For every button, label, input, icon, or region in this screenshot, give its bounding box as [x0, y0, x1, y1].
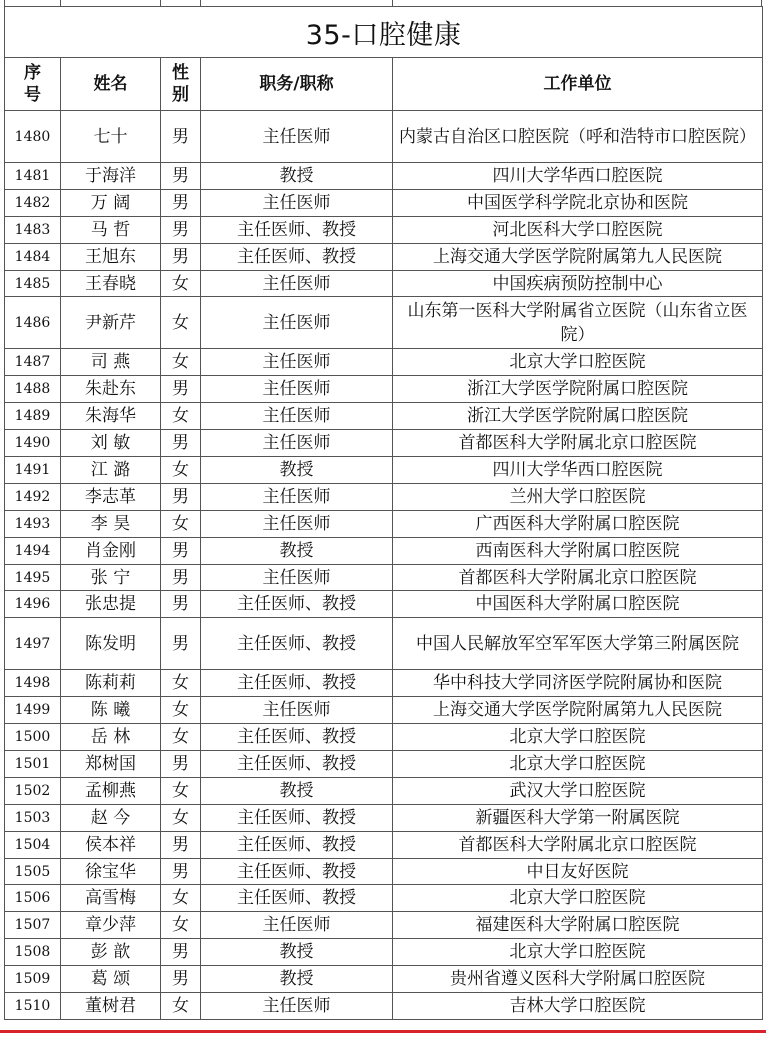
cell-no: 1497 [5, 618, 61, 670]
table-row [5, 858, 763, 885]
table-title: 35-口腔健康 [5, 7, 763, 58]
cell-name: 李 昊 [61, 510, 161, 537]
cell-org: 兰州大学口腔医院 [393, 483, 763, 510]
table-row [5, 564, 763, 591]
cell-gender: 男 [161, 430, 201, 457]
cell-position: 教授 [201, 777, 393, 804]
cell-org: 中国医学科学院北京协和医院 [393, 189, 763, 216]
table-row [5, 349, 763, 376]
table-row [5, 885, 763, 912]
cell-name: 司 燕 [61, 349, 161, 376]
cell-name: 王春晓 [61, 270, 161, 297]
cell-position: 主任医师 [201, 189, 393, 216]
table-row [5, 912, 763, 939]
cell-position: 主任医师 [201, 376, 393, 403]
table-row [5, 189, 763, 216]
cell-gender: 男 [161, 483, 201, 510]
cell-org: 中国疾病预防控制中心 [393, 270, 763, 297]
table-row [5, 243, 763, 270]
cell-gender: 女 [161, 804, 201, 831]
cell-name: 葛 颂 [61, 966, 161, 993]
cell-name: 侯本祥 [61, 831, 161, 858]
cell-gender: 男 [161, 216, 201, 243]
table-body [5, 111, 763, 1020]
document-sheet [4, 0, 762, 1020]
cell-org: 山东第一医科大学附属省立医院（山东省立医院） [393, 297, 763, 349]
cell-gender: 女 [161, 670, 201, 697]
cell-position: 主任医师 [201, 483, 393, 510]
table-row [5, 111, 763, 163]
cell-gender: 男 [161, 939, 201, 966]
cell-name: 章少萍 [61, 912, 161, 939]
cell-no: 1495 [5, 564, 61, 591]
cell-gender: 女 [161, 724, 201, 751]
cell-no: 1487 [5, 349, 61, 376]
cell-no: 1499 [5, 697, 61, 724]
table-row [5, 376, 763, 403]
cell-position: 主任医师 [201, 111, 393, 163]
table-row [5, 457, 763, 484]
cell-org: 中日友好医院 [393, 858, 763, 885]
cell-position: 主任医师 [201, 697, 393, 724]
cell-name: 董树君 [61, 993, 161, 1020]
cell-position: 主任医师 [201, 912, 393, 939]
cell-position: 主任医师、教授 [201, 858, 393, 885]
table-row [5, 724, 763, 751]
header-row [5, 58, 763, 111]
cell-org: 河北医科大学口腔医院 [393, 216, 763, 243]
cell-position: 教授 [201, 939, 393, 966]
cell-org: 内蒙古自治区口腔医院（呼和浩特市口腔医院） [393, 111, 763, 163]
cell-no: 1501 [5, 751, 61, 778]
cell-org: 四川大学华西口腔医院 [393, 457, 763, 484]
cell-position: 主任医师、教授 [201, 831, 393, 858]
cell-no: 1505 [5, 858, 61, 885]
cell-gender: 男 [161, 243, 201, 270]
table-row [5, 591, 763, 618]
cell-gender: 男 [161, 189, 201, 216]
cell-position: 主任医师、教授 [201, 751, 393, 778]
cell-position: 主任医师、教授 [201, 618, 393, 670]
cell-gender: 男 [161, 591, 201, 618]
cell-gender: 男 [161, 966, 201, 993]
table-row [5, 697, 763, 724]
cell-position: 主任医师 [201, 297, 393, 349]
cell-gender: 女 [161, 697, 201, 724]
cell-name: 陈发明 [61, 618, 161, 670]
cell-gender: 女 [161, 885, 201, 912]
cell-name: 朱海华 [61, 403, 161, 430]
cell-org: 浙江大学医学院附属口腔医院 [393, 376, 763, 403]
cell-name: 徐宝华 [61, 858, 161, 885]
cell-name: 于海洋 [61, 163, 161, 190]
cell-no: 1509 [5, 966, 61, 993]
cell-name: 马 哲 [61, 216, 161, 243]
cell-gender: 男 [161, 858, 201, 885]
cell-position: 主任医师 [201, 270, 393, 297]
cell-gender: 男 [161, 564, 201, 591]
cell-org: 中国医科大学附属口腔医院 [393, 591, 763, 618]
cell-org: 新疆医科大学第一附属医院 [393, 804, 763, 831]
header-no: 序号 [5, 58, 61, 111]
cell-gender: 女 [161, 349, 201, 376]
previous-table-bottom [4, 0, 762, 6]
cell-gender: 女 [161, 510, 201, 537]
cell-name: 郑树国 [61, 751, 161, 778]
cell-name: 李志革 [61, 483, 161, 510]
table-row [5, 939, 763, 966]
cell-org: 首都医科大学附属北京口腔医院 [393, 831, 763, 858]
cell-name: 张忠提 [61, 591, 161, 618]
cell-org: 吉林大学口腔医院 [393, 993, 763, 1020]
table-row [5, 751, 763, 778]
cell-name: 七十 [61, 111, 161, 163]
cell-gender: 男 [161, 376, 201, 403]
cell-no: 1483 [5, 216, 61, 243]
table-row [5, 216, 763, 243]
cell-gender: 女 [161, 993, 201, 1020]
cell-name: 陈莉莉 [61, 670, 161, 697]
cell-name: 江 潞 [61, 457, 161, 484]
table-row [5, 483, 763, 510]
cell-position: 主任医师 [201, 993, 393, 1020]
table-row [5, 618, 763, 670]
cell-no: 1492 [5, 483, 61, 510]
cell-org: 北京大学口腔医院 [393, 751, 763, 778]
table-row [5, 297, 763, 349]
cell-org: 上海交通大学医学院附属第九人民医院 [393, 243, 763, 270]
cell-no: 1491 [5, 457, 61, 484]
cell-org: 首都医科大学附属北京口腔医院 [393, 430, 763, 457]
cell-no: 1480 [5, 111, 61, 163]
cell-org: 广西医科大学附属口腔医院 [393, 510, 763, 537]
cell-no: 1508 [5, 939, 61, 966]
cell-no: 1493 [5, 510, 61, 537]
cell-position: 主任医师 [201, 564, 393, 591]
cell-gender: 女 [161, 777, 201, 804]
cell-position: 主任医师、教授 [201, 724, 393, 751]
cell-org: 四川大学华西口腔医院 [393, 163, 763, 190]
cell-gender: 女 [161, 403, 201, 430]
cell-position: 教授 [201, 163, 393, 190]
cell-no: 1482 [5, 189, 61, 216]
cell-position: 主任医师 [201, 510, 393, 537]
cell-name: 张 宁 [61, 564, 161, 591]
cell-org: 北京大学口腔医院 [393, 349, 763, 376]
cell-no: 1507 [5, 912, 61, 939]
cell-gender: 男 [161, 163, 201, 190]
cell-gender: 男 [161, 751, 201, 778]
cell-position: 主任医师、教授 [201, 243, 393, 270]
cell-name: 刘 敏 [61, 430, 161, 457]
cell-name: 陈 曦 [61, 697, 161, 724]
cell-org: 首都医科大学附属北京口腔医院 [393, 564, 763, 591]
cell-gender: 男 [161, 537, 201, 564]
cell-no: 1503 [5, 804, 61, 831]
cell-position: 主任医师、教授 [201, 591, 393, 618]
cell-position: 主任医师 [201, 403, 393, 430]
cell-no: 1504 [5, 831, 61, 858]
cell-no: 1506 [5, 885, 61, 912]
cell-no: 1486 [5, 297, 61, 349]
bottom-red-rule [0, 1030, 766, 1033]
cell-no: 1498 [5, 670, 61, 697]
cell-position: 教授 [201, 457, 393, 484]
cell-name: 肖金刚 [61, 537, 161, 564]
cell-name: 赵 今 [61, 804, 161, 831]
cell-no: 1488 [5, 376, 61, 403]
cell-position: 教授 [201, 966, 393, 993]
cell-name: 岳 林 [61, 724, 161, 751]
cell-gender: 男 [161, 618, 201, 670]
table-row [5, 537, 763, 564]
roster-table [4, 6, 763, 1020]
cell-name: 孟柳燕 [61, 777, 161, 804]
table-row [5, 430, 763, 457]
cell-gender: 女 [161, 457, 201, 484]
cell-no: 1484 [5, 243, 61, 270]
cell-position: 主任医师、教授 [201, 670, 393, 697]
cell-no: 1502 [5, 777, 61, 804]
cell-name: 万 阔 [61, 189, 161, 216]
header-name: 姓名 [61, 58, 161, 111]
cell-org: 浙江大学医学院附属口腔医院 [393, 403, 763, 430]
cell-no: 1485 [5, 270, 61, 297]
table-row [5, 777, 763, 804]
cell-position: 教授 [201, 537, 393, 564]
cell-org: 西南医科大学附属口腔医院 [393, 537, 763, 564]
cell-name: 尹新芹 [61, 297, 161, 349]
table-row [5, 670, 763, 697]
cell-position: 主任医师 [201, 349, 393, 376]
cell-gender: 男 [161, 111, 201, 163]
cell-position: 主任医师、教授 [201, 216, 393, 243]
cell-name: 彭 歆 [61, 939, 161, 966]
cell-name: 高雪梅 [61, 885, 161, 912]
cell-no: 1489 [5, 403, 61, 430]
cell-no: 1494 [5, 537, 61, 564]
cell-org: 武汉大学口腔医院 [393, 777, 763, 804]
cell-name: 朱赴东 [61, 376, 161, 403]
table-row [5, 966, 763, 993]
cell-org: 北京大学口腔医院 [393, 939, 763, 966]
cell-position: 主任医师 [201, 430, 393, 457]
cell-position: 主任医师、教授 [201, 885, 393, 912]
header-org: 工作单位 [393, 58, 763, 111]
cell-no: 1510 [5, 993, 61, 1020]
cell-org: 中国人民解放军空军军医大学第三附属医院 [393, 618, 763, 670]
table-row [5, 403, 763, 430]
cell-org: 上海交通大学医学院附属第九人民医院 [393, 697, 763, 724]
table-row [5, 804, 763, 831]
cell-no: 1481 [5, 163, 61, 190]
table-row [5, 270, 763, 297]
cell-gender: 女 [161, 912, 201, 939]
cell-no: 1496 [5, 591, 61, 618]
cell-org: 福建医科大学附属口腔医院 [393, 912, 763, 939]
table-row [5, 831, 763, 858]
cell-gender: 女 [161, 270, 201, 297]
table-row [5, 510, 763, 537]
cell-org: 贵州省遵义医科大学附属口腔医院 [393, 966, 763, 993]
header-position: 职务/职称 [201, 58, 393, 111]
table-row [5, 163, 763, 190]
cell-name: 王旭东 [61, 243, 161, 270]
cell-gender: 男 [161, 831, 201, 858]
cell-no: 1500 [5, 724, 61, 751]
cell-org: 北京大学口腔医院 [393, 885, 763, 912]
cell-org: 华中科技大学同济医学院附属协和医院 [393, 670, 763, 697]
cell-no: 1490 [5, 430, 61, 457]
header-gender: 性别 [161, 58, 201, 111]
table-row [5, 993, 763, 1020]
cell-position: 主任医师、教授 [201, 804, 393, 831]
cell-gender: 女 [161, 297, 201, 349]
cell-org: 北京大学口腔医院 [393, 724, 763, 751]
